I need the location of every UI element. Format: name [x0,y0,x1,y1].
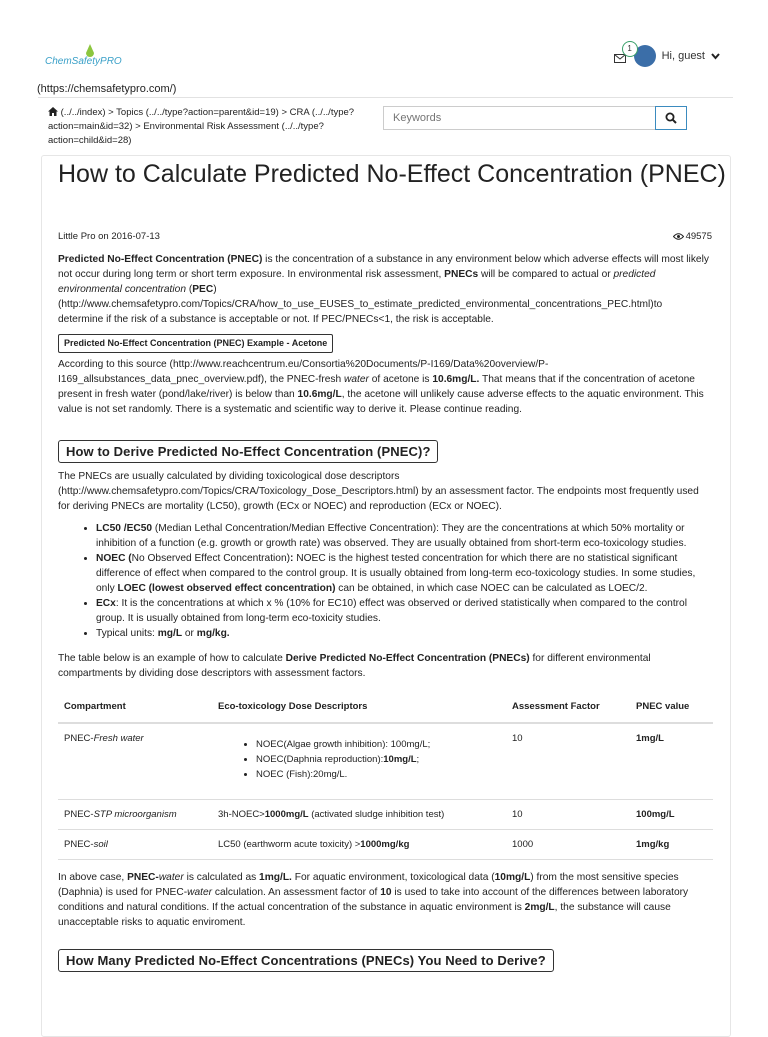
column-header: Eco-toxicology Dose Descriptors [212,691,506,723]
header-divider [38,97,733,98]
text-run: Derive Predicted No-Effect Concentration (PNECs) [285,653,530,664]
table-cell [212,830,506,860]
text-run: or [182,628,197,639]
text-run: 1000mg/kg [360,839,410,850]
text-run: ) from the most sensitive species (Daphnia) is used for PNEC- [58,872,679,898]
descriptor-list [218,737,500,782]
table-cell [212,800,506,830]
conclusion-paragraph [58,870,710,930]
section-heading-howmany: How Many Predicted No-Effect Concentrations (PNECs) You Need to Derive? [58,949,554,972]
table-cell [58,800,212,830]
text-run: is the concentration of a substance in any environment below which adverse effects will most likely not occur during long term or short term exposure. In environmental risk assessment, [58,254,709,280]
list-item [96,521,710,551]
table-row [58,723,713,800]
text-run: 1000mg/L [264,809,309,820]
search-button[interactable] [655,106,687,130]
notification-badge: 1 [622,41,638,57]
table-cell [212,723,506,800]
pnec-table [58,691,713,860]
text-run: For aquatic environment, toxicological data ( [291,872,495,883]
table-intro-paragraph [58,651,710,681]
table-cell: 10 [506,723,630,800]
text-run: 10 [380,887,392,898]
text-run: 10.6mg/L [297,389,342,400]
text-run: PNECs [444,269,479,280]
derive-paragraph: The PNECs are usually calculated by dividing toxicological dose descriptors (http://www.chemsafetypro.com/Topics/CRA/Toxicology_Dose_Descriptors.html) by an assessment factor. The endpoints most frequently used for deriving PNECs are mortality (LC50), growth (ECx or NOEC) and reproduction (ECx or NOEC). [58,471,699,512]
table-cell: 1mg/kg [630,830,713,860]
text-run: mg/L [157,628,183,639]
table-row [58,830,713,860]
example-tag: Predicted No-Effect Concentration (PNEC) Example - Acetone [58,334,333,353]
endpoint-list [58,521,710,641]
text-run: 10mg/L [383,754,417,765]
mail-icon[interactable] [614,44,632,63]
text-run: 3h-NOEC> [218,809,265,820]
table-cell: 10 [506,800,630,830]
text-run: No Observed Effect Concentration) [131,553,291,564]
text-run: : [290,553,294,564]
text-run: (Median Lethal Concentration/Median Effective Concentration): They are the concentrations at which 50% mortality or inhibition of a function (e.g. growth or growth rate) was observed. They are usually obtained from short-term eco-toxicology studies. [96,523,687,549]
column-header: Compartment [58,691,212,723]
search-bar [383,106,687,130]
text-run: NOEC ( [96,553,132,564]
page-title: How to Calculate Predicted No-Effect Concentration (PNEC) [58,160,726,188]
text-run: 1mg/L. [259,872,292,883]
home-icon[interactable] [48,107,58,116]
text-run: PNEC- [64,839,94,850]
text-run: That means that if the concentration of acetone present in fresh water (pond/lake/river) is below than [58,374,695,400]
eye-icon [673,233,684,240]
search-input[interactable] [383,106,655,130]
column-header: PNEC value [630,691,713,723]
site-url[interactable]: (https://chemsafetypro.com/) [37,83,177,95]
text-run: (activated sludge inhibition test) [308,809,445,820]
table-cell: 1000 [506,830,630,860]
text-run: The table below is an example of how to calculate [58,653,286,664]
text-run[interactable]: According to this source (http://www.reachcentrum.eu/Consortia%20Documents/P-I169/Data%20overview/P-I169_allsubstances_data_pnec_overview.pdf), the PNEC-fresh [58,359,549,385]
text-run: of acetone is [368,374,433,385]
list-item [256,752,500,767]
logo-text: ChemSafetyPRO [45,56,122,67]
section-heading-derive: How to Derive Predicted No-Effect Concentration (PNEC)? [58,440,438,463]
text-run: water [158,872,184,883]
list-item: • NOEC(Algae growth inhibition): 100mg/L; [256,737,500,752]
text-run: can be obtained, in which case NOEC can be calculated as LOEC/2. [335,583,648,594]
text-run: , the acetone will unlikely cause adverse effects to the aquatic environment. This value is not set randomly. There is a systematic and scientific way to derive it. Please continue reading. [58,389,704,415]
table-row [58,800,713,830]
text-run: LOEC (lowest observed effect concentration) [117,583,336,594]
intro-paragraph [58,252,710,327]
view-count [673,231,712,242]
table-cell: 1mg/L [630,723,713,800]
text-run: In above case, [58,872,128,883]
text-run: soil [93,839,108,850]
text-run: calculation. An assessment factor of [212,887,381,898]
text-run: Typical units: [96,628,158,639]
text-run: 10.6mg/L. [432,374,480,385]
list-item: • NOEC (Fish):20mg/L. [256,767,500,782]
user-area [614,45,720,67]
text-run: LC50 /EC50 [96,523,153,534]
text-run: ; [416,754,420,765]
text-run: STP microorganism [93,809,177,820]
text-run: ( [186,284,193,295]
user-greeting[interactable]: Hi, guest [661,50,705,62]
list-item [96,596,710,626]
text-run: LC50 (earthworm acute toxicity) > [218,839,361,850]
text-run: is used to take into account of the differences between laboratory conditions and natural conditions. If the actual concentration of the substance in aquatic environment is [58,887,689,913]
text-run: Fresh water [93,733,144,744]
text-run: PNEC- [64,809,94,820]
view-count-value: 49575 [685,231,712,242]
table-header-row [58,691,713,723]
example-paragraph [58,357,710,417]
text-run: will be compared to actual or [478,269,614,280]
breadcrumb-text[interactable]: (../../index) > Topics (../../type?action=parent&id=19) > CRA (../../type?action=main&id=32) > Environmental Risk Assessment (../../type?action=child&id=28) [48,107,355,146]
author-date: Little Pro on 2016-07-13 [58,231,160,242]
text-run: ECx [96,598,116,609]
text-run: water [187,887,213,898]
chevron-down-icon[interactable] [711,53,720,60]
list-item [96,626,710,641]
list-item [96,551,710,596]
text-run[interactable]: ) (http://www.chemsafetypro.com/Topics/CRA/how_to_use_EUSES_to_estimate_predicted_environmental_concentrations_PEC.html)to determine if the risk of a substance is acceptable or not. If PEC/PNECs<1, the risk is acceptable. [58,284,663,325]
table-cell: 100mg/L [630,800,713,830]
text-run: for different environmental compartments by dividing dose descriptors with assessment factors. [58,653,651,679]
text-run: 2mg/L [524,902,555,913]
text-run: 10mg/L [494,872,531,883]
column-header: Assessment Factor [506,691,630,723]
text-run: PNEC- [127,872,159,883]
text-run: water [344,374,369,385]
article-body [58,252,710,978]
text-run: , the substance will cause unacceptable risks to aquatic enviroment. [58,902,671,928]
text-run: NOEC(Daphnia reproduction): [256,754,384,765]
table-cell [58,830,212,860]
text-run: is calculated as [183,872,260,883]
site-logo[interactable] [45,40,125,80]
text-run: Predicted No-Effect Concentration (PNEC) [58,254,263,265]
text-run: predicted environmental concentration [58,269,656,295]
text-run: : It is the concentrations at which x % (10% for EC10) effect was observed or derived statistically when compared to the control group. It is usually obtained from long-term eco-toxicity studies. [96,598,687,624]
search-icon [665,112,677,124]
text-run: NOEC is the highest tested concentration for which there are no statistical significant difference of effect when compared to the control group. It is usually obtained from long-term eco-toxicology studies. In some studies, only [96,553,696,594]
table-cell [58,723,212,800]
breadcrumb[interactable] [48,106,358,148]
text-run: PNEC- [64,733,94,744]
text-run: PEC [192,284,214,295]
text-run: mg/kg. [196,628,230,639]
